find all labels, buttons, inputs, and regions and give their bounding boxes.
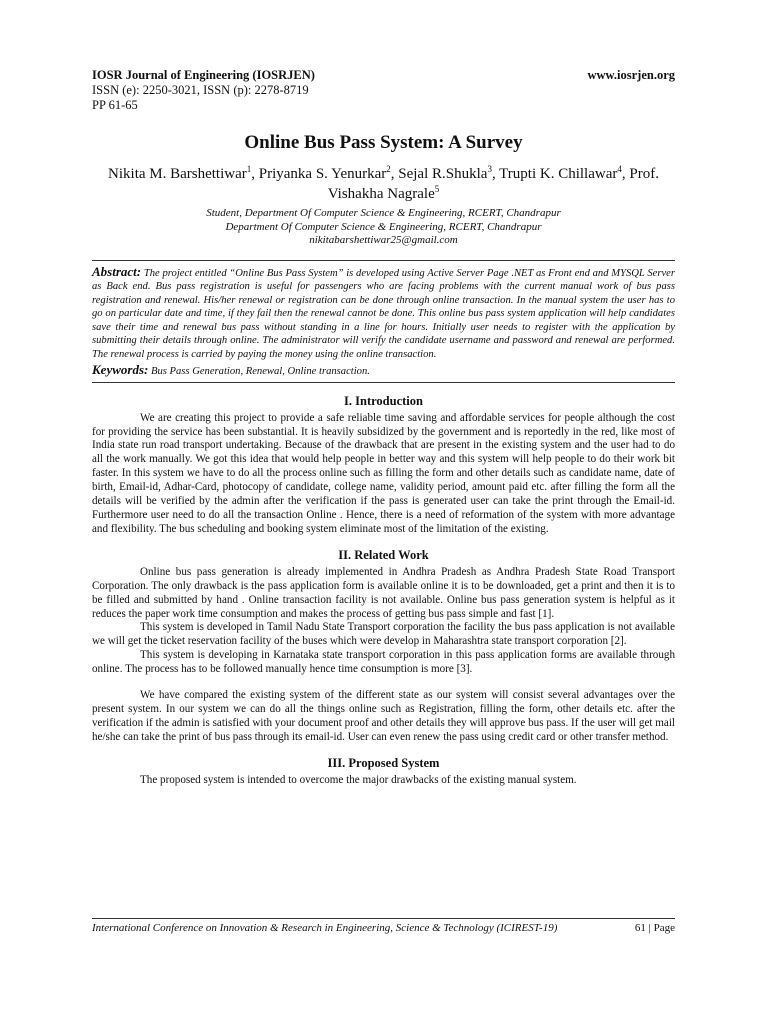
divider [92,382,675,383]
paragraph: This system is developing in Karnataka state transport corporation in this pass application forms are available through online. The process has to be followed manually hence time consumption is more [3]. [92,649,675,676]
section-heading-introduction: I. Introduction [344,393,423,408]
paragraph: We have compared the existing system of the different state as our system will consist several advantages over the present system. In our system we can do all the things online such as Registration, filling the form, other details etc. after the verification if the admin is satisfied with your document proof and other details they will approve bus pass. If the user will get mail he/she can take the print of bus pass through its email-id. User can even renew the pass using credit card or other transfer method. [92,689,675,743]
section-heading-proposed-system: III. Proposed System [327,755,440,770]
author-name: , Prof. Vishakha Nagrale [327,166,659,202]
affiliation-line: Student, Department Of Computer Science & Engineering, RCERT, Chandrapur [206,207,561,219]
author-name: Nikita M. Barshettiwar [108,166,247,182]
keywords [92,363,675,379]
paper-title: Online Bus Pass System: A Survey [244,132,523,153]
page-number: 61 | Page [634,922,675,934]
paragraph: We are creating this project to provide a safe reliable time saving and affordable services for people although the cost for providing the service has been substantial. It is heavily subsidized by the government and is reportedly in the red, like most of India state run road transport undertaking. Because of the drawback that are present in the existing system and the user had to do all the work manually. We got this idea that would help people in better way and this system will help people to do their work bit faster. In this system we have to do all the process online such as filling the form and other details such as candidate name, date of birth, Email-id, Adhar-Card, photocopy of candidate, college name, validity period, amount paid etc. after filling the form all the details will be verified by the admin after the verification if the pass is generated user can take the print through the Email-id. Furthermore user need to do all the transaction Online . Hence, there is a need of reformation of the system with more advantage and flexibility. The bus scheduling and booking system eliminate most of the limitation of the existing. [92,411,675,535]
conference-name: International Conference on Innovation & Research in Engineering, Science & Technology (ICIREST-19) [92,922,558,934]
section-heading-related-work: II. Related Work [338,547,429,562]
author-email[interactable]: nikitabarshettiwar25@gmail.com [309,234,458,246]
affiliation-line: Department Of Computer Science & Engineering, RCERT, Chandrapur [225,220,542,233]
affiliations [92,207,675,248]
divider [92,260,675,261]
author-affil-mark: 3 [487,164,492,174]
paragraph: The proposed system is intended to overcome the major drawbacks of the existing manual system. [140,773,577,786]
journal-name: IOSR Journal of Engineering (IOSRJEN) [92,68,315,82]
keywords-text: Bus Pass Generation, Renewal, Online transaction. [148,365,370,377]
paragraph: This system is developed in Tamil Nadu State Transport corporation the facility the bus pass application is not available we will get the ticket reservation facility of the buses which were develop in Maharashtra state transport corporation [2]. [92,621,675,648]
page-footer [92,918,675,935]
author-list [92,164,675,204]
abstract-label: Abstract: [92,263,142,279]
page-range: PP 61-65 [92,98,138,112]
abstract-text: The project entitled “Online Bus Pass System” is developed using Active Server Page .NET as Front end and MYSQL Server as Back end. Bus pass registration is useful for passengers who are facing problems with the current manual work of bus pass registration and renewal. His/her renewal or registration can be done through online transaction. In the manual system the user has to go on particular date and time, if they fail then the renewal cannot be done. This online bus pass system application will help candidates save their time and renewal bus pass without standing in a line for hours. Initially user needs to register with the application by submitting their details through online. The administrator will verify the candidate username and password and renewal are performed. The renewal process is carried by paying the money using the online transaction. [92,267,675,361]
paper-page [92,68,675,788]
author-affil-mark: 1 [246,164,252,174]
author-name: , Priyanka S. Yenurkar [251,166,387,182]
author-affil-mark: 4 [617,164,622,174]
paragraph: Online bus pass generation is already implemented in Andhra Pradesh as Andhra Pradesh State Road Transport Corporation. The only drawback is the pass application form is available online it is to be downloaded, get a print and then it is to be filled and submitted by hand . Online transaction facility is not available. Online bus pass generation system is helpful as it reduces the paper work time consumption and makes the process of getting bus pass simple and fast [1]. [92,565,675,620]
issn-line: ISSN (e): 2250-3021, ISSN (p): 2278-8719 [92,83,309,97]
abstract [92,265,675,362]
author-name: , Trupti K. Chillawar [491,166,618,182]
author-affil-mark: 5 [434,184,440,194]
keywords-label: Keywords: [92,361,149,377]
journal-website[interactable]: www.iosrjen.org [587,68,675,82]
author-name: , Sejal R.Shukla [390,166,488,182]
author-affil-mark: 2 [386,164,391,174]
journal-header [92,68,675,113]
